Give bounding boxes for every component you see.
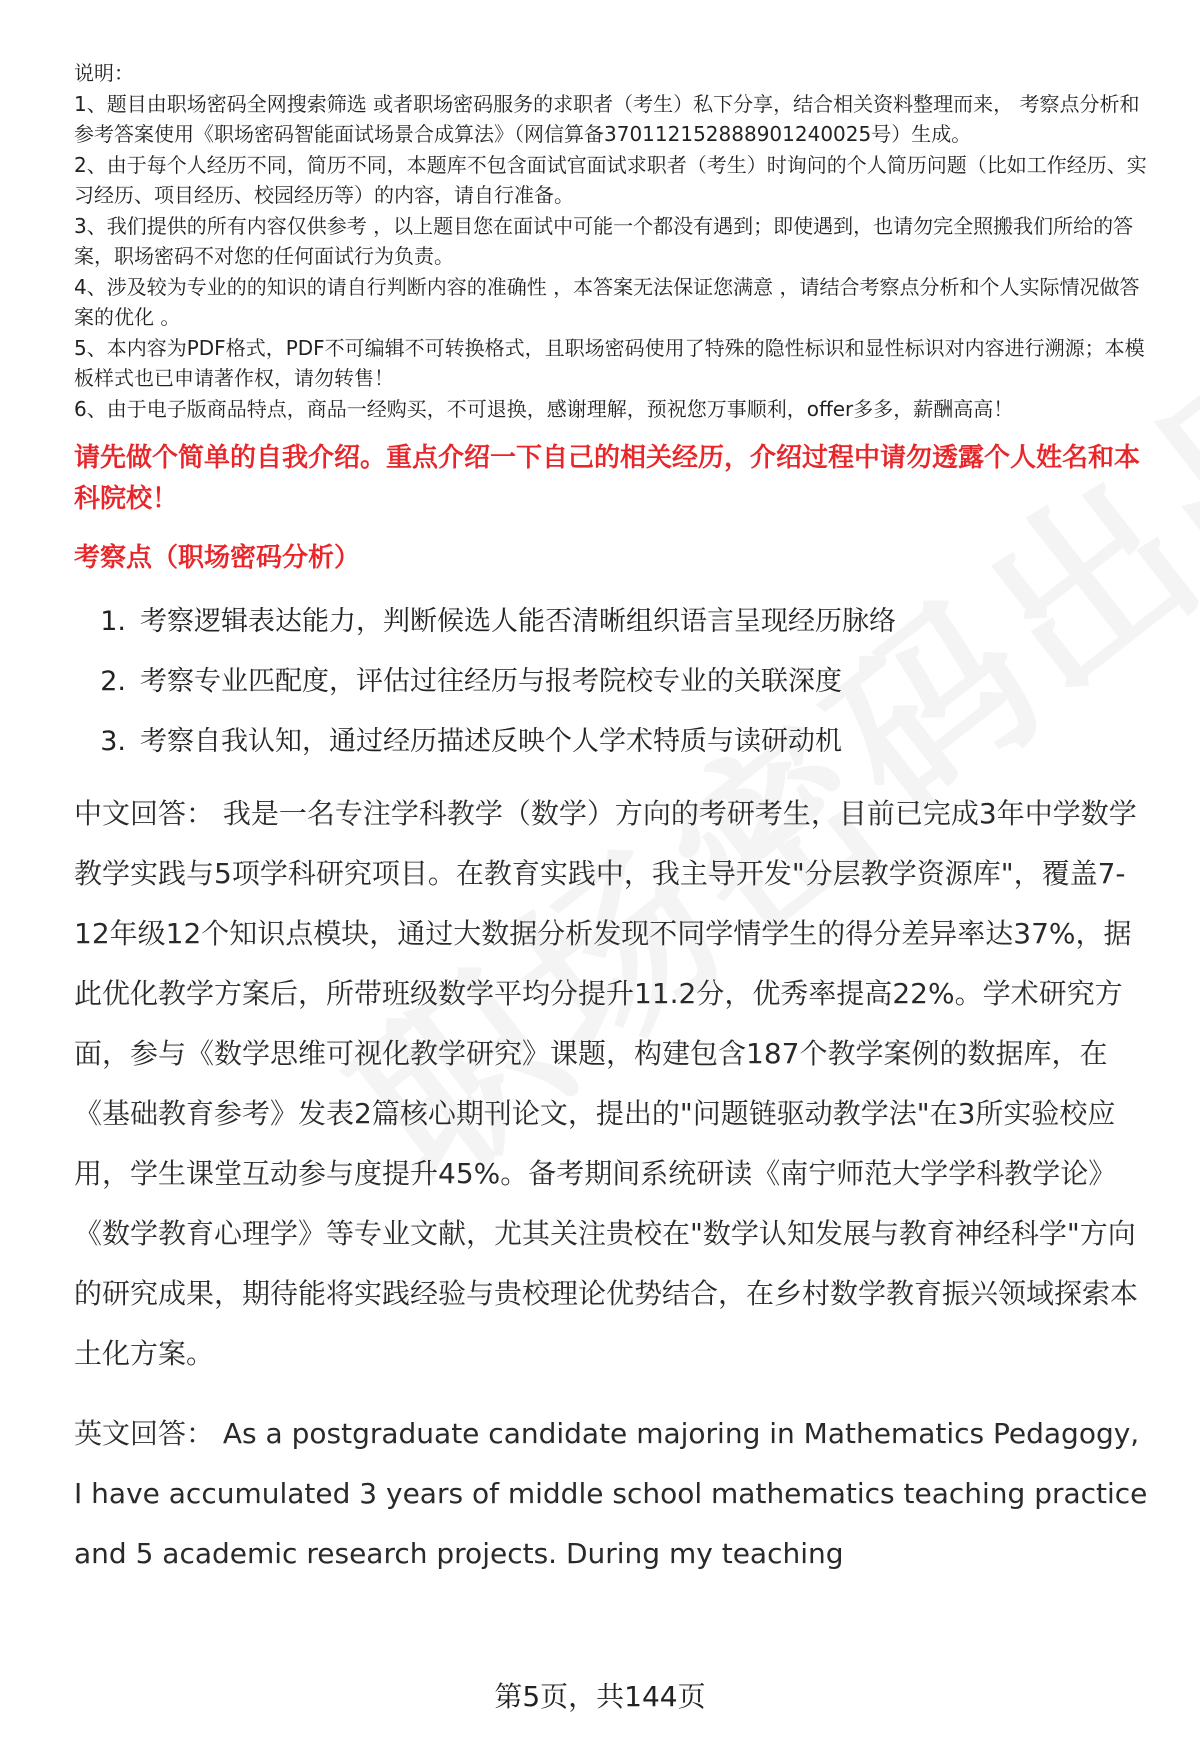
english-answer: 英文回答： As a postgraduate candidate majoring in Mathematics Pedagogy, I have accumulated 3 years of middle school mathematics teaching practice and 5 academic research projects. During my teaching (74, 1417, 1148, 1570)
point-number: 3. (100, 726, 126, 757)
note-item: 2、由于每个人经历不同，简历不同，本题库不包含面试官面试求职者（考生）时询问的个人简历问题（比如工作经历、实习经历、项目经历、校园经历等）的内容，请自行准备。 (74, 152, 1147, 207)
notes-heading: 说明： (74, 61, 134, 85)
note-item: 1、题目由职场密码全网搜索筛选 或者职场密码服务的求职者（考生）私下分享，结合相关资料整理而来， 考察点分析和参考答案使用《职场密码智能面试场景合成算法》（网信算备370112152888901240025号）生成。 (74, 91, 1140, 146)
note-item: 6、由于电子版商品特点，商品一经购买，不可退换，感谢理解，预祝您万事顺利，offer多多，薪酬高高！ (74, 396, 1014, 421)
note-item: 5、本内容为PDF格式，PDF不可编辑不可转换格式，且职场密码使用了特殊的隐性标识和显性标识对内容进行溯源；本模板样式也已申请著作权，请勿转售！ (74, 335, 1145, 390)
analysis-point (74, 722, 1154, 762)
analysis-point (74, 602, 1154, 642)
analysis-point (74, 662, 1154, 702)
point-number: 1. (100, 606, 126, 637)
analysis-points (74, 602, 1154, 762)
analysis-title: 考察点（职场密码分析） (74, 543, 361, 573)
note-item: 3、我们提供的所有内容仅供参考 ，以上题目您在面试中可能一个都没有遇到；即使遇到，也请勿完全照搬我们所给的答案，职场密码不对您的任何面试行为负责。 (74, 213, 1134, 268)
point-number: 2. (100, 666, 126, 697)
point-text: 考察专业匹配度，评估过往经历与报考院校专业的关联深度 (140, 666, 842, 697)
chinese-answer: 中文回答： 我是一名专注学科教学（数学）方向的考研考生，目前已完成3年中学数学教学实践与5项学科研究项目。在教育实践中，我主导开发"分层教学资源库"，覆盖7-12年级12个知识点模块，通过大数据分析发现不同学情学生的得分差异率达37%，据此优化教学方案后，所带班级数学平均分提升11.2分，优秀率提高22%。学术研究方面，参与《数学思维可视化教学研究》课题，构建包含187个教学案例的数据库，在《基础教育参考》发表2篇核心期刊论文，提出的"问题链驱动教学法"在3所实验校应用，学生课堂互动参与度提升45%。备考期间系统研读《南宁师范大学学科教学论》《数学教育心理学》等专业文献，尤其关注贵校在"数学认知发展与教育神经科学"方向的研究成果，期待能将实践经验与贵校理论优势结合，在乡村数学教育振兴领域探索本土化方案。 (74, 797, 1139, 1370)
note-item: 4、涉及较为专业的的知识的请自行判断内容的准确性 ，本答案无法保证您满意 ，请结合考察点分析和个人实际情况做答案的优化 。 (74, 274, 1140, 329)
point-text: 考察自我认知，通过经历描述反映个人学术特质与读研动机 (140, 726, 842, 757)
page-number: 第5页，共144页 (494, 1680, 706, 1713)
point-text: 考察逻辑表达能力，判断候选人能否清晰组织语言呈现经历脉络 (140, 606, 896, 637)
interview-question: 请先做个简单的自我介绍。重点介绍一下自己的相关经历，介绍过程中请勿透露个人姓名和本科院校！ (74, 443, 1141, 514)
notes-section (74, 58, 1154, 424)
document-page (74, 58, 1154, 1584)
